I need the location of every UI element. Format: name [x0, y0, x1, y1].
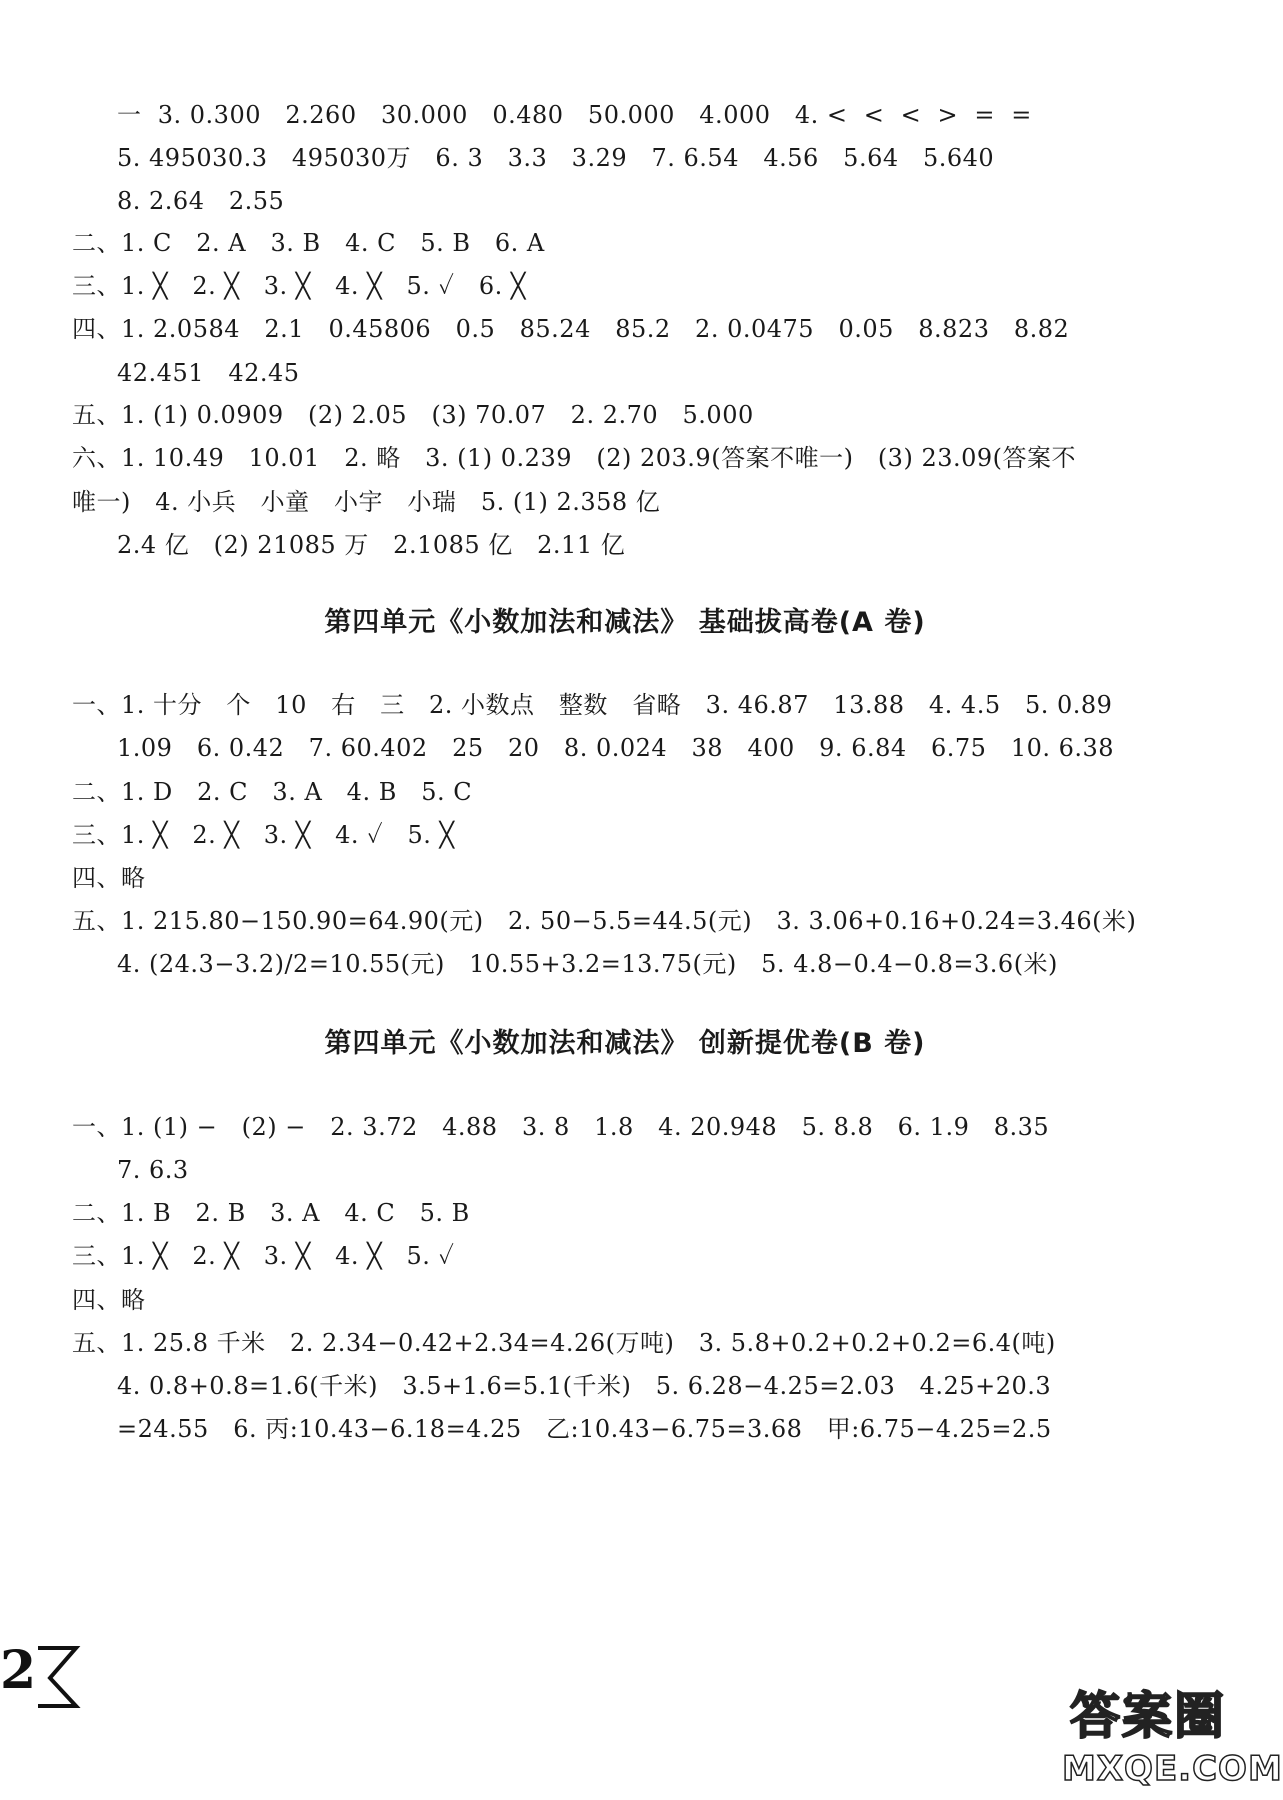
answer-line: 三、1. ╳ 2. ╳ 3. ╳ 4. ╳ 5. ✓ [72, 1242, 455, 1270]
answer-line: 五、1. 215.80−150.90=64.90(元) 2. 50−5.5=44.5(元) 3. 3.06+0.16+0.24=3.46(米) [72, 907, 1137, 935]
answer-line: 四、1. 2.0584 2.1 0.45806 0.5 85.24 85.2 2. 0.0475 0.05 8.823 8.82 [72, 315, 1070, 343]
answer-line: =24.55 6. 丙:10.43−6.18=4.25 乙:10.43−6.75=3.68 甲:6.75−4.25=2.5 [117, 1415, 1052, 1443]
answer-line: 二、1. D 2. C 3. A 4. B 5. C [72, 778, 473, 806]
answer-line: 二、1. B 2. B 3. A 4. C 5. B [72, 1199, 470, 1227]
answer-line: 5. 495030.3 495030万 6. 3 3.3 3.29 7. 6.54 4.56 5.64 5.640 [117, 144, 995, 172]
answer-line: 8. 2.64 2.55 [117, 187, 285, 215]
answer-line: 7. 6.3 [117, 1156, 189, 1184]
answer-line: 2.4 亿 (2) 21085 万 2.1085 亿 2.11 亿 [117, 531, 626, 559]
answer-line: 四、略 [72, 864, 146, 892]
answer-line: 4. (24.3−3.2)/2=10.55(元) 10.55+3.2=13.75(元) 5. 4.8−0.4−0.8=3.6(米) [117, 950, 1058, 978]
section-title-b: 第四单元《小数加法和减法》 创新提优卷(B 卷) [324, 1028, 926, 1059]
answer-line: 一、1. 十分 个 10 右 三 2. 小数点 整数 省略 3. 46.87 13.88 4. 4.5 5. 0.89 [72, 691, 1113, 719]
page-corner-icon [28, 1646, 88, 1708]
answer-line: 三、1. ╳ 2. ╳ 3. ╳ 4. ✓ 5. ╳ [72, 821, 455, 849]
watermark-url: MXQE.COM [1062, 1749, 1283, 1789]
watermark-logo [1062, 1685, 1283, 1791]
answer-line: 二、1. C 2. A 3. B 4. C 5. B 6. A [72, 229, 545, 257]
watermark-text: 答案圈 [1070, 1687, 1226, 1745]
answer-line: 四、略 [72, 1286, 146, 1314]
answer-line: 六、1. 10.49 10.01 2. 略 3. (1) 0.239 (2) 203.9(答案不唯一) (3) 23.09(答案不 [72, 444, 1077, 472]
answer-line: 唯一) 4. 小兵 小童 小宇 小瑞 5. (1) 2.358 亿 [72, 488, 661, 516]
answer-line: 4. 0.8+0.8=1.6(千米) 3.5+1.6=5.1(千米) 5. 6.28−4.25=2.03 4.25+20.3 [117, 1372, 1052, 1400]
page-number: 2 [0, 1640, 37, 1701]
answer-line: 五、1. 25.8 千米 2. 2.34−0.42+2.34=4.26(万吨) 3. 5.8+0.2+0.2+0.2=6.4(吨) [72, 1329, 1056, 1357]
answer-line: 一、1. (1) − (2) − 2. 3.72 4.88 3. 8 1.8 4. 20.948 5. 8.8 6. 1.9 8.35 [72, 1113, 1050, 1141]
answer-line: 一 3. 0.300 2.260 30.000 0.480 50.000 4.000 4. < < < > = = [117, 101, 1032, 129]
section-title-a: 第四单元《小数加法和减法》 基础拔高卷(A 卷) [324, 607, 926, 638]
answer-line: 三、1. ╳ 2. ╳ 3. ╳ 4. ╳ 5. ✓ 6. ╳ [72, 272, 526, 300]
answer-line: 五、1. (1) 0.0909 (2) 2.05 (3) 70.07 2. 2.70 5.000 [72, 401, 754, 429]
answer-line: 42.451 42.45 [117, 359, 300, 387]
answer-line: 1.09 6. 0.42 7. 60.402 25 20 8. 0.024 38 400 9. 6.84 6.75 10. 6.38 [117, 734, 1115, 762]
